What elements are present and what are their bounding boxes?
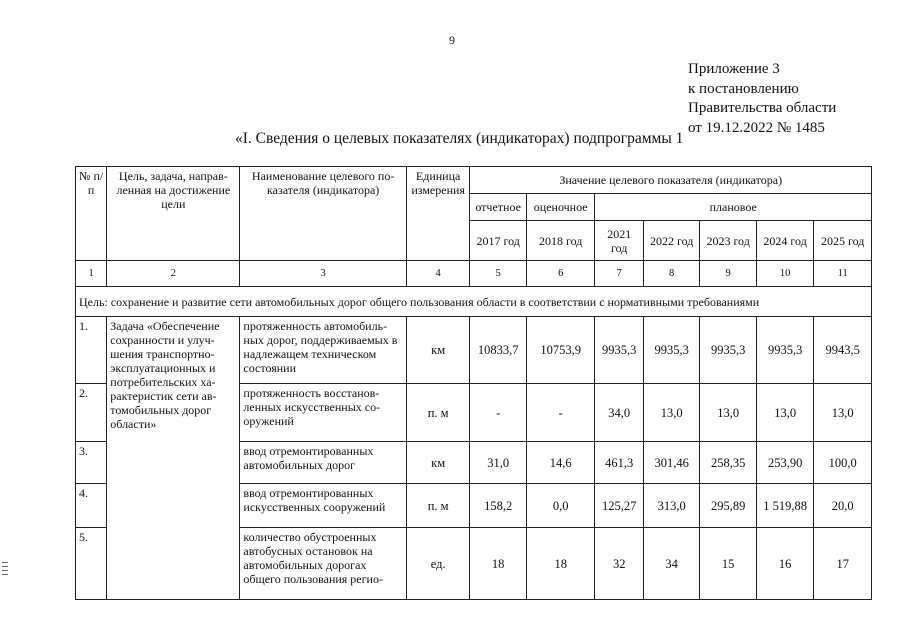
- header-reported: отчетное: [470, 194, 526, 221]
- task-cell: Задача «Обеспечение сохранности и улуч-шения транспортно-эксплуатационных и потребительских ха-рактеристик сети ав-томобильных дорог области»: [107, 317, 240, 600]
- value-cell: 10833,7: [470, 317, 526, 384]
- value-cell: 18: [526, 528, 595, 600]
- value-cell: 13,0: [643, 384, 699, 442]
- column-number: 11: [814, 261, 872, 287]
- header-year: 2023 год: [700, 221, 756, 261]
- value-cell: 14,6: [526, 442, 595, 484]
- value-cell: 9935,3: [756, 317, 814, 384]
- header-year: 2022 год: [643, 221, 699, 261]
- value-cell: 13,0: [700, 384, 756, 442]
- indicator-name: ввод отремонтированных искусственных сооружений: [240, 484, 406, 528]
- column-number: 2: [107, 261, 240, 287]
- value-cell: 10753,9: [526, 317, 595, 384]
- column-number: 7: [595, 261, 643, 287]
- column-number: 1: [76, 261, 107, 287]
- document-title: «I. Сведения о целевых показателях (индикаторах) подпрограммы 1: [235, 130, 684, 147]
- value-cell: 31,0: [470, 442, 526, 484]
- column-number: 6: [526, 261, 595, 287]
- value-cell: 313,0: [643, 484, 699, 528]
- value-cell: 253,90: [756, 442, 814, 484]
- indicator-name: протяженность автомобиль-ных дорог, поддерживаемых в надлежащем техническом состоянии: [240, 317, 406, 384]
- table-row: [76, 317, 872, 384]
- row-number: 1.: [76, 317, 107, 384]
- header-num: № п/п: [76, 167, 107, 261]
- header-value: Значение целевого показателя (индикатора): [470, 167, 872, 194]
- appendix-line: к постановлению: [688, 80, 799, 97]
- value-cell: 13,0: [756, 384, 814, 442]
- value-cell: 301,46: [643, 442, 699, 484]
- column-number: 4: [406, 261, 470, 287]
- margin-mark: [2, 562, 8, 563]
- header-year: 2018 год: [526, 221, 595, 261]
- header-unit: Единица измерения: [406, 167, 470, 261]
- value-cell: 258,35: [700, 442, 756, 484]
- margin-mark: [2, 570, 8, 571]
- column-number: 8: [643, 261, 699, 287]
- header-year: 2021 год: [595, 221, 643, 261]
- row-number: 5.: [76, 528, 107, 600]
- value-cell: 9935,3: [700, 317, 756, 384]
- header-year: 2025 год: [814, 221, 872, 261]
- value-cell: -: [526, 384, 595, 442]
- unit-cell: п. м: [406, 384, 470, 442]
- appendix-line: Правительства области: [688, 100, 837, 116]
- value-cell: 461,3: [595, 442, 643, 484]
- value-cell: 32: [595, 528, 643, 600]
- indicator-name: количество обустроенных автобусных остановок на автомобильных дорогах общего пользования регио-: [240, 528, 406, 600]
- row-number: 3.: [76, 442, 107, 484]
- value-cell: 9943,5: [814, 317, 872, 384]
- indicator-name: ввод отремонтированных автомобильных дорог: [240, 442, 406, 484]
- unit-cell: п. м: [406, 484, 470, 528]
- appendix-line: от 19.12.2022 № 1485: [688, 119, 825, 136]
- value-cell: -: [470, 384, 526, 442]
- value-cell: 125,27: [595, 484, 643, 528]
- header-estimated: оценочное: [526, 194, 595, 221]
- row-number: 4.: [76, 484, 107, 528]
- row-number: 2.: [76, 384, 107, 442]
- column-number: 9: [700, 261, 756, 287]
- page-number: 9: [449, 33, 455, 47]
- margin-mark: [2, 574, 8, 575]
- value-cell: 16: [756, 528, 814, 600]
- margin-marks: [2, 562, 8, 578]
- column-number: 5: [470, 261, 526, 287]
- value-cell: 0,0: [526, 484, 595, 528]
- unit-cell: ед.: [406, 528, 470, 600]
- value-cell: 20,0: [814, 484, 872, 528]
- value-cell: 295,89: [700, 484, 756, 528]
- unit-cell: км: [406, 317, 470, 384]
- value-cell: 158,2: [470, 484, 526, 528]
- appendix-line: Приложение 3: [688, 61, 780, 77]
- column-number: 10: [756, 261, 814, 287]
- value-cell: 15: [700, 528, 756, 600]
- header-indicator-name: Наименование целевого по-казателя (индикатора): [240, 167, 406, 261]
- value-cell: 9935,3: [595, 317, 643, 384]
- value-cell: 34,0: [595, 384, 643, 442]
- value-cell: 100,0: [814, 442, 872, 484]
- value-cell: 9935,3: [643, 317, 699, 384]
- unit-cell: км: [406, 442, 470, 484]
- margin-mark: [2, 566, 8, 567]
- value-cell: 1 519,88: [756, 484, 814, 528]
- value-cell: 34: [643, 528, 699, 600]
- header-planned: плановое: [595, 194, 872, 221]
- column-number: 3: [240, 261, 406, 287]
- header-year: 2024 год: [756, 221, 814, 261]
- indicators-table: [75, 166, 872, 600]
- appendix-block: [688, 60, 836, 138]
- goal-row: Цель: сохранение и развитие сети автомобильных дорог общего пользования области в соответствии с нормативными требованиями: [76, 287, 872, 317]
- value-cell: 17: [814, 528, 872, 600]
- value-cell: 18: [470, 528, 526, 600]
- header-year: 2017 год: [470, 221, 526, 261]
- value-cell: 13,0: [814, 384, 872, 442]
- header-goal: Цель, задача, направ-ленная на достижение цели: [107, 167, 240, 261]
- indicator-name: протяженность восстанов-ленных искусственных со-оружений: [240, 384, 406, 442]
